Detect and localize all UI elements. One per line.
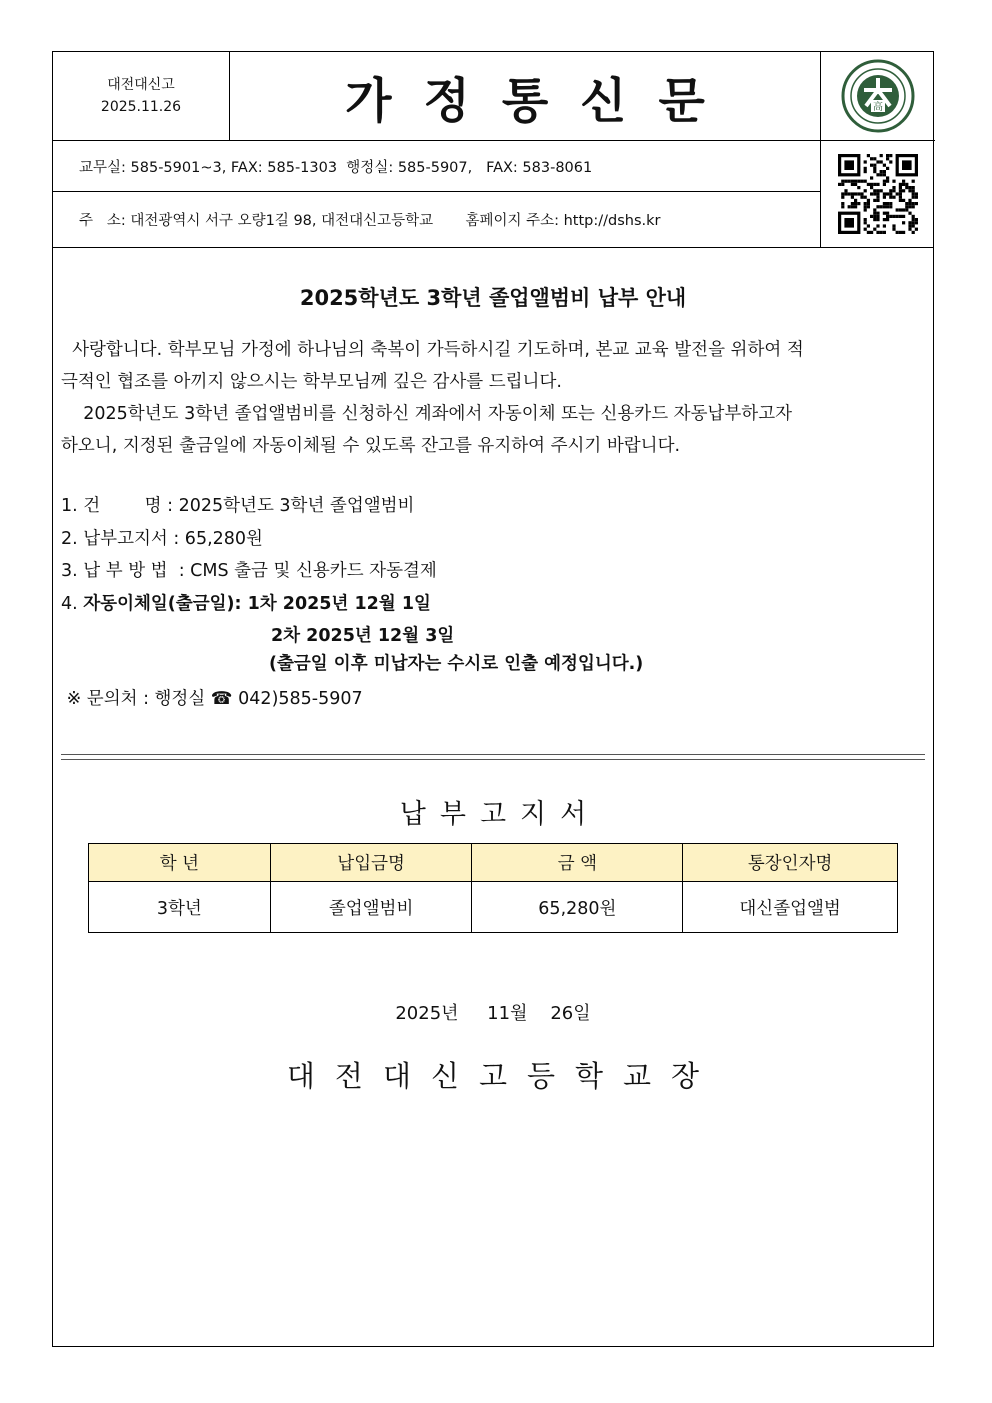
contact-info: 교무실: 585-5901~3, FAX: 585-1303 행정실: 585-5907, FAX: 583-8061 xyxy=(53,140,820,192)
school-name: 대전대신고 xyxy=(107,77,175,93)
header-account-name: 통장인자명 xyxy=(683,844,898,882)
item-debit-second: 2차 2025년 12월 3일 xyxy=(271,626,455,646)
paragraph-line: 하오니, 지정된 출금일에 자동이체될 수 있도록 잔고를 유지하여 주시기 바랍니다. xyxy=(61,436,681,456)
document-frame xyxy=(52,51,934,1347)
table-header-row xyxy=(89,844,898,882)
item-subject: 1. 건 명 : 2025학년도 3학년 졸업앨범비 xyxy=(61,496,415,516)
cell-grade: 3학년 xyxy=(89,882,271,933)
item-debit-date xyxy=(61,590,431,615)
paragraph-greeting xyxy=(61,334,927,462)
school-emblem-icon xyxy=(840,58,916,134)
inquiry-contact: ※ 문의처 : 행정실 ☎ 042)585-5907 xyxy=(61,689,363,709)
paragraph-line: 사랑합니다. 학부모님 가정에 하나님의 축복이 가득하시길 기도하며, 본교 교육 발전을 위하여 적 xyxy=(61,340,804,360)
item-method: 3. 납 부 방 법 : CMS 출금 및 신용카드 자동결제 xyxy=(61,561,437,581)
notice-title: 2025학년도 3학년 졸업앨범비 납부 안내 xyxy=(299,286,687,310)
header-item: 납입금명 xyxy=(270,844,472,882)
cell-item: 졸업앨범비 xyxy=(270,882,472,933)
issue-date: 2025.11.26 xyxy=(100,99,182,115)
school-date-box xyxy=(53,52,230,140)
school-logo xyxy=(820,52,935,140)
header-grade: 학 년 xyxy=(89,844,271,882)
paragraph-line: 극적인 협조를 아끼지 않으시는 학부모님께 깊은 감사를 드립니다. xyxy=(61,372,562,392)
header-amount: 금 액 xyxy=(472,844,683,882)
letter-header xyxy=(53,52,933,248)
qr-code-icon xyxy=(838,154,918,234)
section-divider xyxy=(61,754,925,760)
table-row xyxy=(89,882,898,933)
payment-table xyxy=(88,843,898,933)
principal-signature: 대전대신고등학교장 xyxy=(286,1059,720,1093)
item-debit-note: (출금일 이후 미납자는 수시로 인출 예정입니다.) xyxy=(269,654,644,674)
footer-date: 2025년 11월 26일 xyxy=(395,1003,591,1024)
cell-account-name: 대신졸업앨범 xyxy=(683,882,898,933)
paragraph-line: 2025학년도 3학년 졸업앨범비를 신청하신 계좌에서 자동이체 또는 신용카드 자동납부하고자 xyxy=(61,404,793,424)
letter-title: 가정통신문 xyxy=(345,72,737,129)
svg-text:高: 高 xyxy=(873,102,883,113)
item-number: 4. xyxy=(61,594,84,614)
cell-amount: 65,280원 xyxy=(472,882,683,933)
item-debit-label: 자동이체일(출금일): 1차 2025년 12월 1일 xyxy=(83,594,431,614)
item-amount: 2. 납부고지서 : 65,280원 xyxy=(61,529,263,549)
qr-code[interactable] xyxy=(820,140,935,247)
address-info: 주 소: 대전광역시 서구 오량1길 98, 대전대신고등학교 홈페이지 주소: http://dshs.kr xyxy=(79,213,661,229)
payment-notice-title: 납부고지서 xyxy=(399,799,601,830)
